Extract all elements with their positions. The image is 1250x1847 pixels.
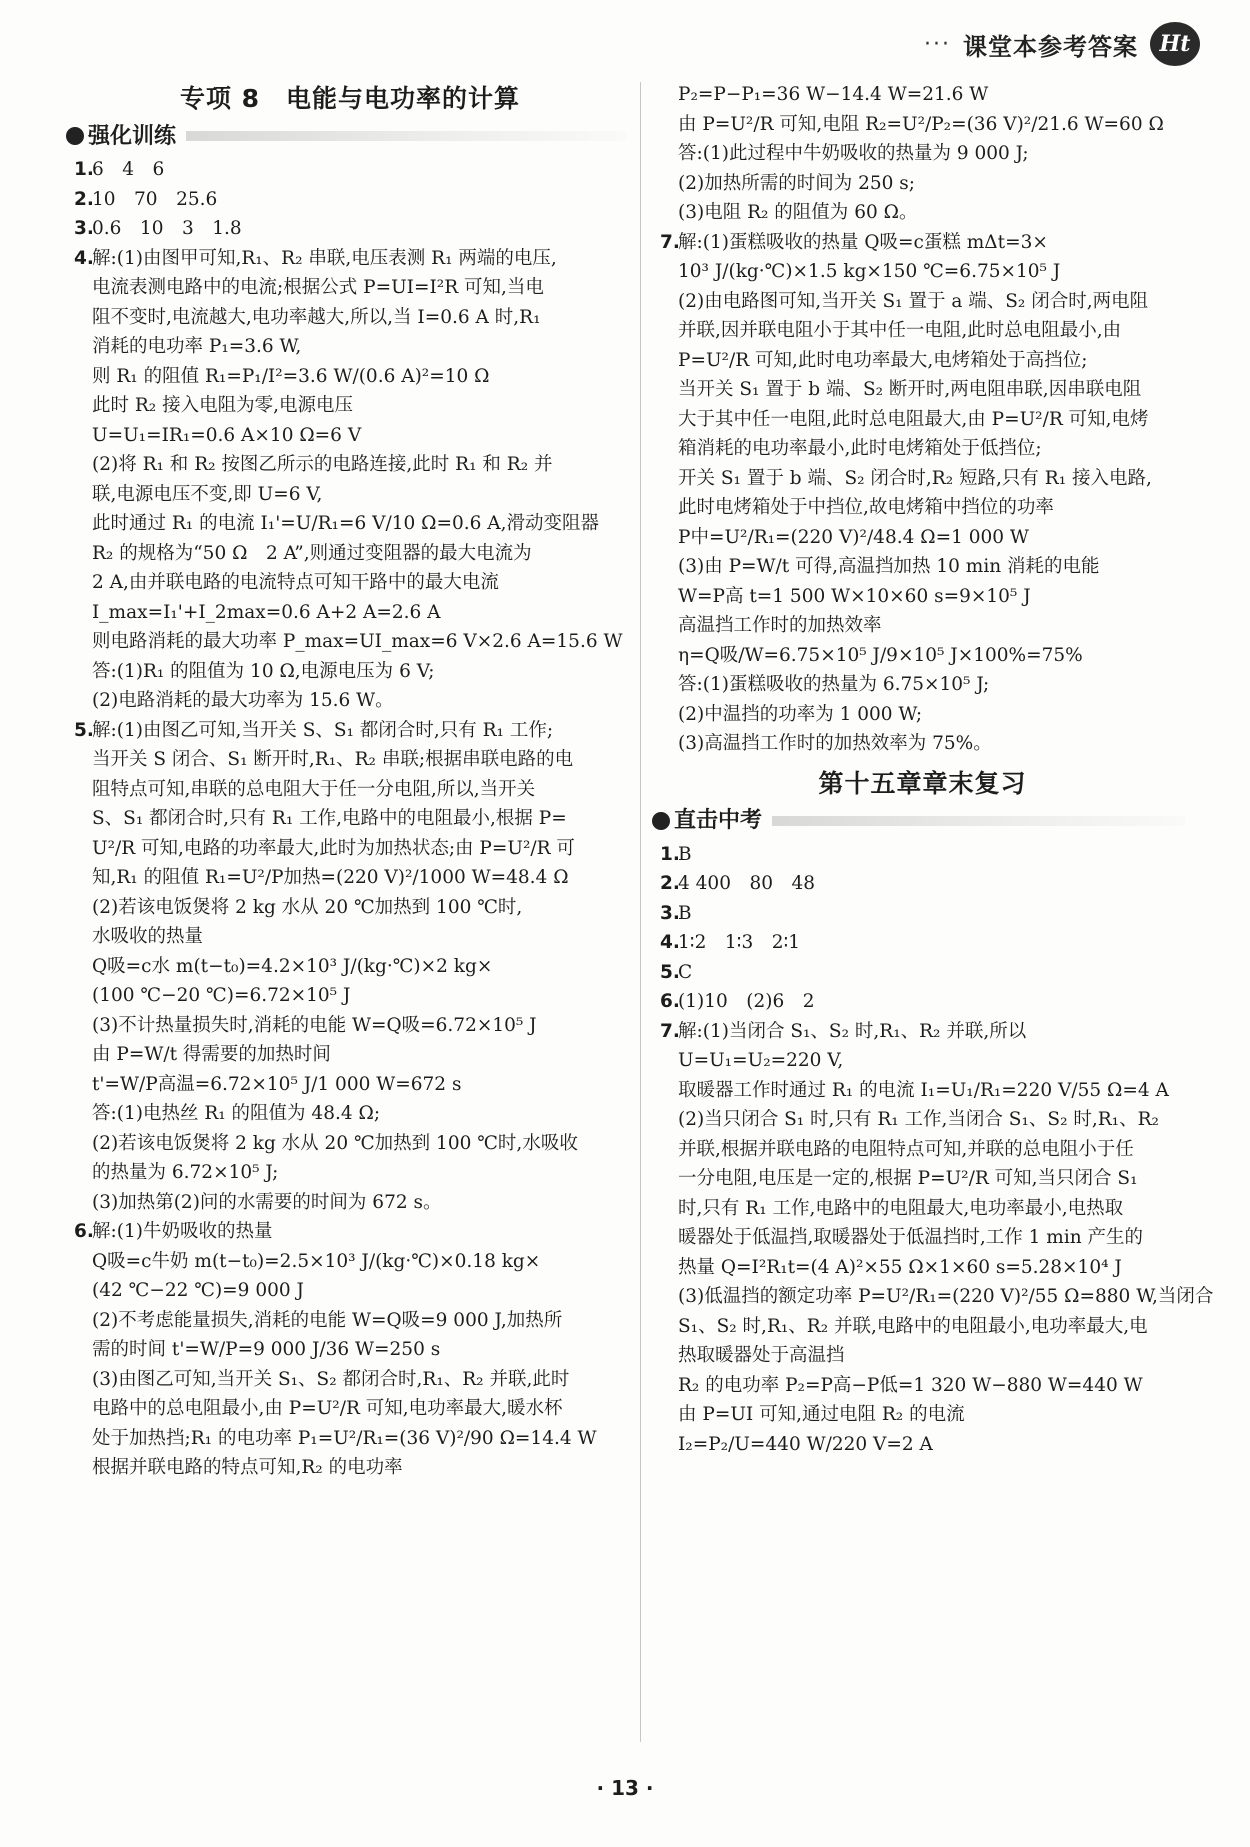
- answer-text: 则 R₁ 的阻值 R₁=P₁/I²=3.6 W/(0.6 A)²=10 Ω: [92, 365, 490, 387]
- answer-text: R₂ 的规格为“50 Ω 2 A”,则通过变阻器的最大电流为: [92, 542, 532, 564]
- answer-line: [74, 1247, 626, 1277]
- answer-line: [660, 552, 1185, 582]
- bullet-icon: [652, 812, 670, 830]
- answer-text: (2)若该电饭煲将 2 kg 水从 20 ℃加热到 100 ℃时,: [92, 896, 523, 918]
- item-number: 4.: [74, 247, 94, 269]
- answer-text: P=U²/R 可知,此时电功率最大,电烤箱处于高挡位;: [678, 349, 1088, 371]
- answer-text: 解:(1)牛奶吸收的热量: [92, 1221, 273, 1242]
- answer-line: [74, 244, 626, 274]
- answer-line: [660, 1341, 1185, 1371]
- answer-text: 由 P=U²/R 可知,电阻 R₂=U²/P₂=(36 V)²/21.6 W=60 Ω: [678, 113, 1164, 135]
- answer-list: [74, 155, 626, 1483]
- answer-line: [660, 582, 1185, 612]
- column-divider: [640, 82, 641, 1742]
- answer-text: P₂=P−P₁=36 W−14.4 W=21.6 W: [678, 84, 989, 105]
- answer-text: 高温挡工作时的加热效率: [678, 615, 882, 636]
- answer-line: [74, 775, 626, 805]
- section-title: 第十五章章末复习: [818, 768, 1027, 798]
- subheading-label: 强化训练: [88, 123, 177, 149]
- answer-text: 当开关 S₁ 置于 b 端、S₂ 断开时,两电阻串联,因串联电阻: [678, 379, 1142, 400]
- item-number: 1.: [74, 159, 94, 180]
- answer-line: [74, 716, 626, 746]
- answer-text: 根据并联电路的特点可知,R₂ 的电功率: [92, 1457, 403, 1478]
- answer-line: [74, 981, 626, 1011]
- answer-text: (2)电路消耗的最大功率为 15.6 W。: [92, 690, 394, 711]
- answer-line: [74, 863, 626, 893]
- answer-line: [74, 627, 626, 657]
- answer-line: [74, 922, 626, 952]
- answer-line: [74, 332, 626, 362]
- answer-line: [74, 1040, 626, 1070]
- answer-line: [74, 568, 626, 598]
- answer-text: 取暖器工作时通过 R₁ 的电流 I₁=U₁/R₁=220 V/55 Ω=4 A: [678, 1079, 1169, 1101]
- answer-line: [660, 1105, 1185, 1135]
- answer-text: (2)不考虑能量损失,消耗的电能 W=Q吸=9 000 J,加热所: [92, 1309, 563, 1331]
- answer-line: [660, 1253, 1185, 1283]
- answer-text: 答:(1)电热丝 R₁ 的阻值为 48.4 Ω;: [92, 1103, 381, 1124]
- answer-text: 知,R₁ 的阻值 R₁=U²/P加热=(220 V)²/1000 W=48.4 Ω: [92, 867, 569, 888]
- subheading-bar: [186, 131, 626, 141]
- answer-text: (2)当只闭合 S₁ 时,只有 R₁ 工作,当闭合 S₁、S₂ 时,R₁、R₂: [678, 1109, 1159, 1130]
- answer-line: [74, 421, 626, 451]
- answer-line: [660, 1371, 1185, 1401]
- answer-text: S、S₁ 都闭合时,只有 R₁ 工作,电路中的电阻最小,根据 P=: [92, 808, 567, 829]
- answer-text: 解:(1)当闭合 S₁、S₂ 时,R₁、R₂ 并联,所以: [678, 1020, 1027, 1042]
- answer-text: 大于其中任一电阻,此时总电阻最大,由 P=U²/R 可知,电烤: [678, 408, 1149, 430]
- answer-line: [74, 539, 626, 569]
- answer-text: 解:(1)由图乙可知,当开关 S、S₁ 都闭合时,只有 R₁ 工作;: [92, 719, 554, 741]
- answer-line: [660, 1400, 1185, 1430]
- answer-text: (2)中温挡的功率为 1 000 W;: [678, 703, 923, 725]
- answer-line: [74, 1158, 626, 1188]
- answer-line: [660, 670, 1185, 700]
- answer-text: 箱消耗的电功率最小,此时电烤箱处于低挡位;: [678, 438, 1042, 459]
- left-column: [74, 80, 626, 1483]
- answer-text: 答:(1)蛋糕吸收的热量为 6.75×10⁵ J;: [678, 674, 990, 695]
- answer-text: 一分电阻,电压是一定的,根据 P=U²/R 可知,当只闭合 S₁: [678, 1168, 1138, 1189]
- answer-line: [660, 1135, 1185, 1165]
- answer-text: P中=U²/R₁=(220 V)²/48.4 Ω=1 000 W: [678, 526, 1029, 548]
- answer-line: [74, 1217, 626, 1247]
- answer-line: [74, 1424, 626, 1454]
- answer-text: 需的时间 t'=W/P=9 000 J/36 W=250 s: [92, 1339, 441, 1360]
- answer-line: [660, 987, 1185, 1017]
- answer-line: [660, 1282, 1214, 1312]
- page-number: · 13 ·: [596, 1776, 654, 1800]
- answer-text: 联,电源电压不变,即 U=6 V,: [92, 483, 323, 505]
- answer-line: [660, 1046, 1185, 1076]
- answer-text: (2)若该电饭煲将 2 kg 水从 20 ℃加热到 100 ℃时,水吸收: [92, 1132, 578, 1154]
- answer-text: 电流表测电路中的电流;根据公式 P=UI=I²R 可知,当电: [92, 277, 544, 298]
- answer-text: (3)高温挡工作时的加热效率为 75%。: [678, 733, 992, 754]
- answer-line: [660, 198, 1185, 228]
- answer-text: 此时 R₂ 接入电阻为零,电源电压: [92, 395, 353, 416]
- answer-line: [660, 641, 1185, 671]
- answer-text: U²/R 可知,电路的功率最大,此时为加热状态;由 P=U²/R 可: [92, 837, 575, 859]
- answer-text: 答:(1)此过程中牛奶吸收的热量为 9 000 J;: [678, 143, 1029, 164]
- answer-text: 阻不变时,电流越大,电功率越大,所以,当 I=0.6 A 时,R₁: [92, 306, 541, 328]
- item-number: 7.: [660, 231, 680, 253]
- answer-list: [660, 840, 1214, 1460]
- answer-line: [660, 1076, 1185, 1106]
- answer-line: [660, 1223, 1185, 1253]
- answer-line: [660, 110, 1185, 140]
- section-title: 专项 8 电能与电功率的计算: [179, 84, 521, 113]
- answer-line: [660, 80, 1185, 110]
- answer-text: t'=W/P高温=6.72×10⁵ J/1 000 W=672 s: [92, 1073, 462, 1095]
- answer-line: [74, 657, 626, 687]
- answer-text: 并联,根据并联电路的电阻特点可知,并联的总电阻小于任: [678, 1138, 1134, 1160]
- answer-line: [660, 899, 1185, 929]
- item-number: 3.: [74, 218, 94, 239]
- answer-text: η=Q吸/W=6.75×10⁵ J/9×10⁵ J×100%=75%: [678, 644, 1083, 666]
- answer-text: 处于加热挡;R₁ 的电功率 P₁=U²/R₁=(36 V)²/90 Ω=14.4 W: [92, 1427, 597, 1449]
- answer-text: 由 P=W/t 得需要的加热时间: [92, 1044, 331, 1065]
- answer-line: [660, 958, 1185, 988]
- answer-text: 阻特点可知,串联的总电阻大于任一分电阻,所以,当开关: [92, 778, 536, 800]
- answer-line: [660, 257, 1185, 287]
- answer-text: 暖器处于低温挡,取暖器处于低温挡时,工作 1 min 产生的: [678, 1227, 1144, 1248]
- answer-text: B: [678, 902, 692, 924]
- answer-text: B: [678, 843, 692, 865]
- answer-line: [660, 1194, 1185, 1224]
- answer-text: 热取暖器处于高温挡: [678, 1345, 845, 1366]
- answer-line: [74, 745, 626, 775]
- header-dots: ···: [924, 31, 951, 57]
- answer-line: [660, 840, 1185, 870]
- answer-text: (1)10 (2)6 2: [678, 991, 815, 1012]
- answer-line: [74, 1306, 626, 1336]
- answer-text: (2)将 R₁ 和 R₂ 按图乙所示的电路连接,此时 R₁ 和 R₂ 并: [92, 454, 553, 475]
- answer-line: [660, 1017, 1185, 1047]
- answer-text: 电路中的总电阻最小,由 P=U²/R 可知,电功率最大,暖水杯: [92, 1398, 563, 1419]
- item-number: 3.: [660, 902, 680, 924]
- answer-text: 开关 S₁ 置于 b 端、S₂ 闭合时,R₂ 短路,只有 R₁ 接入电路,: [678, 467, 1152, 489]
- page-header: [924, 22, 1200, 66]
- subheading-bar: [772, 816, 1185, 826]
- answer-text: Q吸=c牛奶 m(t−t₀)=2.5×10³ J/(kg·℃)×0.18 kg×: [92, 1250, 541, 1272]
- answer-text: R₂ 的电功率 P₂=P高−P低=1 320 W−880 W=440 W: [678, 1374, 1143, 1396]
- answer-text: (3)电阻 R₂ 的阻值为 60 Ω。: [678, 202, 918, 223]
- answer-text: 由 P=UI 可知,通过电阻 R₂ 的电流: [678, 1404, 965, 1425]
- answer-text: (42 ℃−22 ℃)=9 000 J: [92, 1280, 304, 1301]
- answer-line: [660, 346, 1185, 376]
- brand-logo: Ht: [1150, 22, 1200, 66]
- answer-text: (3)由 P=W/t 可得,高温挡加热 10 min 消耗的电能: [678, 556, 1100, 577]
- answer-line: [74, 598, 626, 628]
- answer-line: [660, 169, 1185, 199]
- answer-line: [660, 729, 1185, 759]
- answer-text: 0.6 10 3 1.8: [92, 218, 242, 239]
- answer-text: 此时电烤箱处于中挡位,故电烤箱中挡位的功率: [678, 497, 1054, 518]
- answer-line: [74, 1394, 626, 1424]
- answer-text: 时,只有 R₁ 工作,电路中的电阻最大,电功率最小,电热取: [678, 1197, 1124, 1219]
- answer-text: (3)由图乙可知,当开关 S₁、S₂ 都闭合时,R₁、R₂ 并联,此时: [92, 1368, 570, 1390]
- subheading: [66, 122, 626, 152]
- answer-text: U=U₁=U₂=220 V,: [678, 1050, 844, 1071]
- answer-line: [74, 804, 626, 834]
- right-column: [660, 80, 1214, 1459]
- answer-line: [74, 686, 626, 716]
- answer-line: [660, 928, 1185, 958]
- answer-line: [74, 185, 626, 215]
- item-number: 6.: [74, 1221, 94, 1242]
- item-number: 1.: [660, 843, 680, 865]
- answer-line: [660, 287, 1185, 317]
- answer-text: 当开关 S 闭合、S₁ 断开时,R₁、R₂ 串联;根据串联电路的电: [92, 749, 574, 770]
- answer-line: [74, 1129, 626, 1159]
- answer-line: [660, 464, 1185, 494]
- answer-text: 消耗的电功率 P₁=3.6 W,: [92, 336, 302, 357]
- answer-line: [660, 869, 1185, 899]
- answer-line: [660, 139, 1185, 169]
- answer-line: [660, 405, 1185, 435]
- answer-line: [660, 375, 1185, 405]
- answer-line: [74, 362, 626, 392]
- answer-line: [74, 303, 626, 333]
- answer-line: [74, 1070, 626, 1100]
- item-number: 2.: [660, 873, 680, 894]
- answer-text: 1∶2 1∶3 2∶1: [678, 932, 801, 953]
- answer-line: [74, 480, 626, 510]
- answer-line: [74, 509, 626, 539]
- answer-text: 6 4 6: [92, 159, 165, 180]
- answer-text: 并联,因并联电阻小于其中任一电阻,此时总电阻最小,由: [678, 320, 1122, 341]
- answer-text: 解:(1)蛋糕吸收的热量 Q吸=c蛋糕 mΔt=3×: [678, 231, 1048, 253]
- subheading-label: 直击中考: [674, 808, 763, 833]
- answer-text: 2 A,由并联电路的电流特点可知干路中的最大电流: [92, 572, 499, 593]
- answer-text: I₂=P₂/U=440 W/220 V=2 A: [678, 1433, 933, 1455]
- answer-line: [660, 1430, 1185, 1460]
- answer-line: [74, 391, 626, 421]
- answer-text: I_max=I₁'+I_2max=0.6 A+2 A=2.6 A: [92, 601, 441, 623]
- item-number: 6.: [660, 991, 680, 1012]
- answer-line: [74, 952, 626, 982]
- answer-text: 10³ J/(kg·℃)×1.5 kg×150 ℃=6.75×10⁵ J: [678, 261, 1061, 282]
- answer-line: [74, 1453, 626, 1483]
- answer-text: (3)低温挡的额定功率 P=U²/R₁=(220 V)²/55 Ω=880 W,当闭合: [678, 1286, 1214, 1307]
- answer-text: 此时通过 R₁ 的电流 I₁'=U/R₁=6 V/10 Ω=0.6 A,滑动变阻器: [92, 513, 600, 534]
- answer-line: [660, 316, 1185, 346]
- answer-line: [660, 1164, 1185, 1194]
- answer-line: [660, 1312, 1185, 1342]
- answer-line: [74, 1011, 626, 1041]
- answer-text: (2)由电路图可知,当开关 S₁ 置于 a 端、S₂ 闭合时,两电阻: [678, 290, 1149, 312]
- item-number: 7.: [660, 1020, 680, 1042]
- answer-line: [74, 1276, 626, 1306]
- answer-line: [74, 273, 626, 303]
- answer-text: 则电路消耗的最大功率 P_max=UI_max=6 V×2.6 A=15.6 W: [92, 631, 623, 652]
- answer-line: [660, 523, 1185, 553]
- item-number: 2.: [74, 188, 94, 210]
- answer-text: (3)加热第(2)问的水需要的时间为 672 s。: [92, 1191, 442, 1213]
- item-number: 5.: [660, 961, 680, 983]
- answer-text: 热量 Q=I²R₁t=(4 A)²×55 Ω×1×60 s=5.28×10⁴ J: [678, 1256, 1122, 1278]
- answer-text: 答:(1)R₁ 的阻值为 10 Ω,电源电压为 6 V;: [92, 660, 435, 682]
- answer-text: 10 70 25.6: [92, 188, 218, 210]
- bullet-icon: [66, 127, 84, 145]
- header-title: 课堂本参考答案: [963, 32, 1138, 61]
- answer-line: [74, 1335, 626, 1365]
- answer-text: S₁、S₂ 时,R₁、R₂ 并联,电路中的电阻最小,电功率最大,电: [678, 1315, 1148, 1337]
- answer-text: 的热量为 6.72×10⁵ J;: [92, 1162, 279, 1183]
- answer-line: [74, 155, 626, 185]
- answer-text: 水吸收的热量: [92, 926, 204, 947]
- answer-line: [74, 1365, 626, 1395]
- item-number: 4.: [660, 932, 680, 953]
- answer-text: W=P高 t=1 500 W×10×60 s=9×10⁵ J: [678, 585, 1031, 607]
- answer-text: 解:(1)由图甲可知,R₁、R₂ 串联,电压表测 R₁ 两端的电压,: [92, 247, 557, 269]
- answer-line: [74, 893, 626, 923]
- answer-line: [660, 434, 1185, 464]
- item-number: 5.: [74, 719, 94, 741]
- answer-line: [74, 1099, 626, 1129]
- answer-text: (3)不计热量损失时,消耗的电能 W=Q吸=6.72×10⁵ J: [92, 1014, 537, 1036]
- answer-text: (100 ℃−20 ℃)=6.72×10⁵ J: [92, 985, 351, 1006]
- answer-line: [660, 228, 1185, 258]
- answer-text: U=U₁=IR₁=0.6 A×10 Ω=6 V: [92, 424, 362, 446]
- answer-line: [660, 493, 1185, 523]
- answer-text: C: [678, 961, 693, 983]
- answer-text: Q吸=c水 m(t−t₀)=4.2×10³ J/(kg·℃)×2 kg×: [92, 955, 493, 977]
- answer-text: 4 400 80 48: [678, 873, 816, 894]
- answer-line: [74, 214, 626, 244]
- answer-list: [660, 80, 1185, 759]
- answer-line: [74, 1188, 626, 1218]
- answer-line: [74, 450, 626, 480]
- answer-line: [660, 700, 1185, 730]
- subheading: [652, 806, 1185, 836]
- answer-text: (2)加热所需的时间为 250 s;: [678, 172, 916, 194]
- answer-line: [660, 611, 1185, 641]
- answer-line: [74, 834, 626, 864]
